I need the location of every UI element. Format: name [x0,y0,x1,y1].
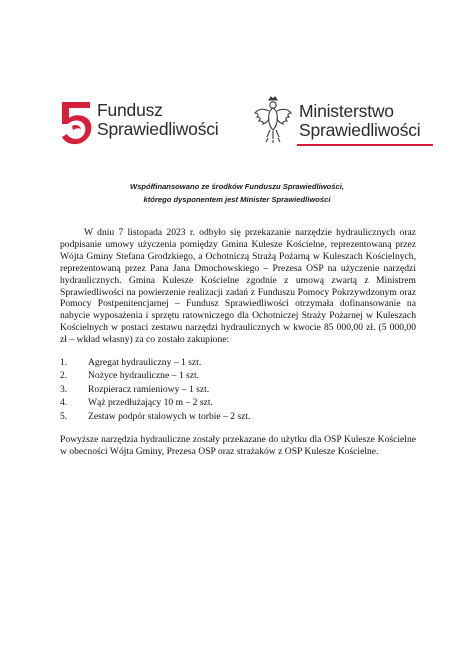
list-item [60,397,416,409]
funding-note [60,180,414,206]
list-item-number: 1. [60,357,68,369]
body-paragraph-2: Powyższe narzędzia hydrauliczne zostały przekazane do użytku dla OSP Kulesze Kościelne w obecności Wójta Gminy, Prezesa OSP oraz strażaków z OSP Kulesze Kościelne. [60,433,416,457]
fundusz-logo-line2: Sprawiedliwości [97,119,219,139]
list-item-text: Wąż przedłużający 10 m – 2 szt. [88,397,213,409]
body-paragraph-1: W dniu 7 listopada 2023 r. odbyło się przekazanie narzędzie hydraulicznych oraz podpisanie umowy użyczenia pomiędzy Gmina Kulesze Kościelne, reprezentowaną przez Wójta Gminy Stefana Grodzkiego, a Ochotniczą Strażą Pożarną w Kuleszach Kościelnych, reprezentowaną przez Pana Jana Dmochowskiego – Prezesa OSP na użyczenie narzędzi hydraulicznych. Gmina Kulesze Kościelne zgodnie z umową zwartą z Ministrem Sprawiedliwości na powierzenie realizacji zadań z Funduszu Pomocy Pokrzywdzonym oraz Pomocy Postpenitencjarnej – Fundusz Sprawiedliwości otrzymała dofinansowanie na nabycie wyposażenia i sprzętu ratowniczego dla Ochotniczej Straży Pożarnej w Kuleszach Kościelnych w postaci zestawu narzędzi hydraulicznych w kwocie 85 000,00 zł. (5 000,00 zł – wkład własny) za co zostało zakupione: [60,227,416,346]
list-item-text: Zestaw podpór stalowych w torbie – 2 szt. [88,410,251,422]
list-item-number: 2. [60,370,68,382]
funding-note-line2: którego dysponentem jest Minister Sprawiedliwości [143,195,331,204]
ministerstwo-logo-line1: Ministerstwo [299,101,394,121]
funding-note-line1: Współfinansowano ze środków Funduszu Sprawiedliwości, [130,182,344,191]
ministerstwo-logo-line2: Sprawiedliwości [299,120,421,140]
list-item [60,384,416,396]
ministerstwo-sprawiedliwosci-logo [253,96,433,152]
purchased-items-list [60,357,416,423]
list-item-number: 4. [60,397,68,409]
flag-stripe [297,144,433,146]
list-item-number: 5. [60,410,68,422]
list-item [60,411,416,423]
fundusz-logo-line1: Fundusz [97,100,163,120]
list-item [60,357,416,369]
list-item-text: Agregat hydrauliczny – 1 szt. [88,357,202,369]
fundusz-sprawiedliwosci-logo [60,98,219,148]
eagle-emblem-icon [253,96,293,144]
list-item-text: Nożyce hydrauliczne – 1 szt. [88,370,200,382]
list-item [60,370,416,382]
document-body [60,227,416,457]
list-item-text: Rozpieracz ramieniowy – 1 szt. [88,383,210,395]
fundusz-emblem-icon [60,98,94,146]
list-item-number: 3. [60,383,68,395]
